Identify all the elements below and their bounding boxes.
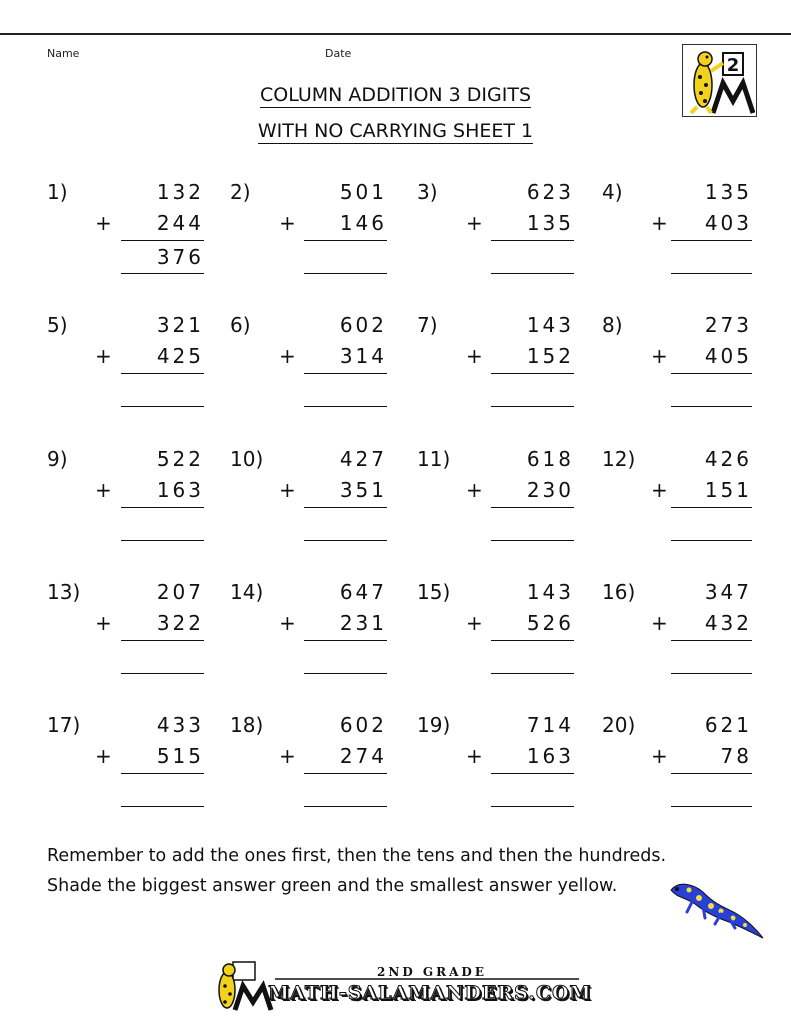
sum-rule	[304, 373, 387, 374]
plus-sign: +	[651, 211, 668, 235]
problem-number: 14)	[230, 580, 264, 604]
top-addend: 273	[704, 313, 752, 337]
sum-rule	[491, 640, 574, 641]
salamander-illustration	[665, 878, 765, 940]
problem-number: 20)	[602, 713, 636, 737]
top-addend: 602	[339, 313, 387, 337]
bottom-addend: 526	[526, 611, 574, 635]
top-addend: 135	[704, 180, 752, 204]
problem-number: 12)	[602, 447, 636, 471]
sum-rule	[304, 507, 387, 508]
bottom-addend: 351	[339, 478, 387, 502]
answer-line[interactable]	[671, 540, 752, 541]
top-addend: 433	[156, 713, 204, 737]
answer-line[interactable]	[121, 806, 204, 807]
plus-sign: +	[466, 478, 483, 502]
grade-badge	[682, 44, 757, 117]
top-rule	[0, 33, 791, 35]
problem-16	[602, 580, 752, 690]
problem-19	[417, 713, 574, 823]
bottom-addend: 403	[704, 211, 752, 235]
top-addend: 427	[339, 447, 387, 471]
sum-rule	[671, 240, 752, 241]
plus-sign: +	[651, 744, 668, 768]
bottom-addend: 322	[156, 611, 204, 635]
problem-5	[47, 313, 204, 423]
bottom-addend: 244	[156, 211, 204, 235]
bottom-addend: 163	[526, 744, 574, 768]
bottom-addend: 274	[339, 744, 387, 768]
problem-number: 15)	[417, 580, 451, 604]
problem-15	[417, 580, 574, 690]
sum-rule	[304, 773, 387, 774]
sum-rule	[121, 640, 204, 641]
problem-number: 7)	[417, 313, 438, 337]
problem-number: 11)	[417, 447, 451, 471]
answer-line[interactable]	[491, 540, 574, 541]
top-addend: 647	[339, 580, 387, 604]
sum-rule	[121, 773, 204, 774]
sum-rule	[671, 373, 752, 374]
sum-rule	[121, 240, 204, 241]
problem-8	[602, 313, 752, 423]
plus-sign: +	[651, 344, 668, 368]
problem-13	[47, 580, 204, 690]
sum-rule	[304, 640, 387, 641]
footer-grade-label: 2ND GRADE	[377, 965, 487, 979]
sum-rule	[491, 507, 574, 508]
problem-9	[47, 447, 204, 557]
bottom-addend: 405	[704, 344, 752, 368]
sum-rule	[121, 507, 204, 508]
worksheet-title-line-2: WITH NO CARRYING SHEET 1	[257, 120, 534, 142]
top-addend: 143	[526, 580, 574, 604]
problem-number: 16)	[602, 580, 636, 604]
bottom-addend: 432	[704, 611, 752, 635]
answer-line[interactable]	[491, 406, 574, 407]
bottom-addend: 230	[526, 478, 574, 502]
top-addend: 618	[526, 447, 574, 471]
instruction-line-2: Shade the biggest answer green and the smallest answer yellow.	[47, 876, 618, 896]
answer-line[interactable]	[491, 806, 574, 807]
instruction-line-1: Remember to add the ones first, then the tens and then the hundreds.	[47, 846, 667, 866]
sum-rule	[121, 373, 204, 374]
answer-line[interactable]	[121, 273, 204, 274]
problem-10	[230, 447, 387, 557]
answer-line[interactable]	[671, 273, 752, 274]
plus-sign: +	[95, 478, 112, 502]
top-addend: 621	[704, 713, 752, 737]
date-label: Date	[325, 47, 352, 60]
top-addend: 143	[526, 313, 574, 337]
plus-sign: +	[651, 611, 668, 635]
problem-7	[417, 313, 574, 423]
plus-sign: +	[466, 344, 483, 368]
problem-number: 4)	[602, 180, 623, 204]
problem-number: 3)	[417, 180, 438, 204]
problem-number: 17)	[47, 713, 81, 737]
problem-number: 6)	[230, 313, 251, 337]
answer-line[interactable]	[121, 540, 204, 541]
plus-sign: +	[95, 344, 112, 368]
plus-sign: +	[466, 744, 483, 768]
answer-line[interactable]	[304, 806, 387, 807]
plus-sign: +	[279, 744, 296, 768]
top-addend: 132	[156, 180, 204, 204]
problem-1	[47, 180, 204, 290]
top-addend: 501	[339, 180, 387, 204]
bottom-addend: 146	[339, 211, 387, 235]
bottom-addend: 314	[339, 344, 387, 368]
plus-sign: +	[279, 211, 296, 235]
footer-site-name: MATH-SALAMANDERS.COM	[268, 982, 592, 1004]
bottom-addend: 231	[339, 611, 387, 635]
sum-rule	[491, 773, 574, 774]
problem-20	[602, 713, 752, 823]
plus-sign: +	[95, 744, 112, 768]
plus-sign: +	[651, 478, 668, 502]
answer-line[interactable]	[671, 406, 752, 407]
plus-sign: +	[95, 211, 112, 235]
answer-line[interactable]	[491, 273, 574, 274]
problem-11	[417, 447, 574, 557]
bottom-addend: 152	[526, 344, 574, 368]
answer-line[interactable]	[121, 406, 204, 407]
top-addend: 623	[526, 180, 574, 204]
salamander-board-icon	[683, 45, 755, 115]
answer-line[interactable]	[671, 806, 752, 807]
top-addend: 714	[526, 713, 574, 737]
bottom-addend: 135	[526, 211, 574, 235]
problem-number: 19)	[417, 713, 451, 737]
name-label: Name	[47, 47, 80, 60]
answer-value: 376	[156, 245, 204, 269]
top-addend: 602	[339, 713, 387, 737]
sum-rule	[671, 507, 752, 508]
problem-number: 1)	[47, 180, 68, 204]
problem-3	[417, 180, 574, 290]
problem-number: 13)	[47, 580, 81, 604]
plus-sign: +	[279, 478, 296, 502]
top-addend: 347	[704, 580, 752, 604]
plus-sign: +	[466, 211, 483, 235]
bottom-addend: 163	[156, 478, 204, 502]
answer-line[interactable]	[304, 273, 387, 274]
sum-rule	[671, 773, 752, 774]
problem-2	[230, 180, 387, 290]
plus-sign: +	[95, 611, 112, 635]
plus-sign: +	[466, 611, 483, 635]
problem-12	[602, 447, 752, 557]
answer-line[interactable]	[304, 673, 387, 674]
sum-rule	[491, 240, 574, 241]
plus-sign: +	[279, 611, 296, 635]
problem-number: 8)	[602, 313, 623, 337]
sum-rule	[304, 240, 387, 241]
problem-number: 5)	[47, 313, 68, 337]
bottom-addend: 425	[156, 344, 204, 368]
worksheet-title-line-1: COLUMN ADDITION 3 DIGITS	[259, 84, 532, 106]
grade-badge-number: 2	[726, 55, 740, 76]
problem-18	[230, 713, 387, 823]
answer-line[interactable]	[304, 406, 387, 407]
problem-14	[230, 580, 387, 690]
bottom-addend: 78	[720, 744, 752, 768]
sum-rule	[491, 373, 574, 374]
top-addend: 522	[156, 447, 204, 471]
answer-line[interactable]	[304, 540, 387, 541]
problem-number: 9)	[47, 447, 68, 471]
top-addend: 426	[704, 447, 752, 471]
problem-number: 10)	[230, 447, 264, 471]
top-addend: 321	[156, 313, 204, 337]
answer-line[interactable]	[491, 673, 574, 674]
problem-number: 2)	[230, 180, 251, 204]
problem-number: 18)	[230, 713, 264, 737]
sum-rule	[671, 640, 752, 641]
bottom-addend: 151	[704, 478, 752, 502]
bottom-addend: 515	[156, 744, 204, 768]
problem-17	[47, 713, 204, 823]
problem-6	[230, 313, 387, 423]
problem-4	[602, 180, 752, 290]
plus-sign: +	[279, 344, 296, 368]
top-addend: 207	[156, 580, 204, 604]
answer-line[interactable]	[121, 673, 204, 674]
answer-line[interactable]	[671, 673, 752, 674]
